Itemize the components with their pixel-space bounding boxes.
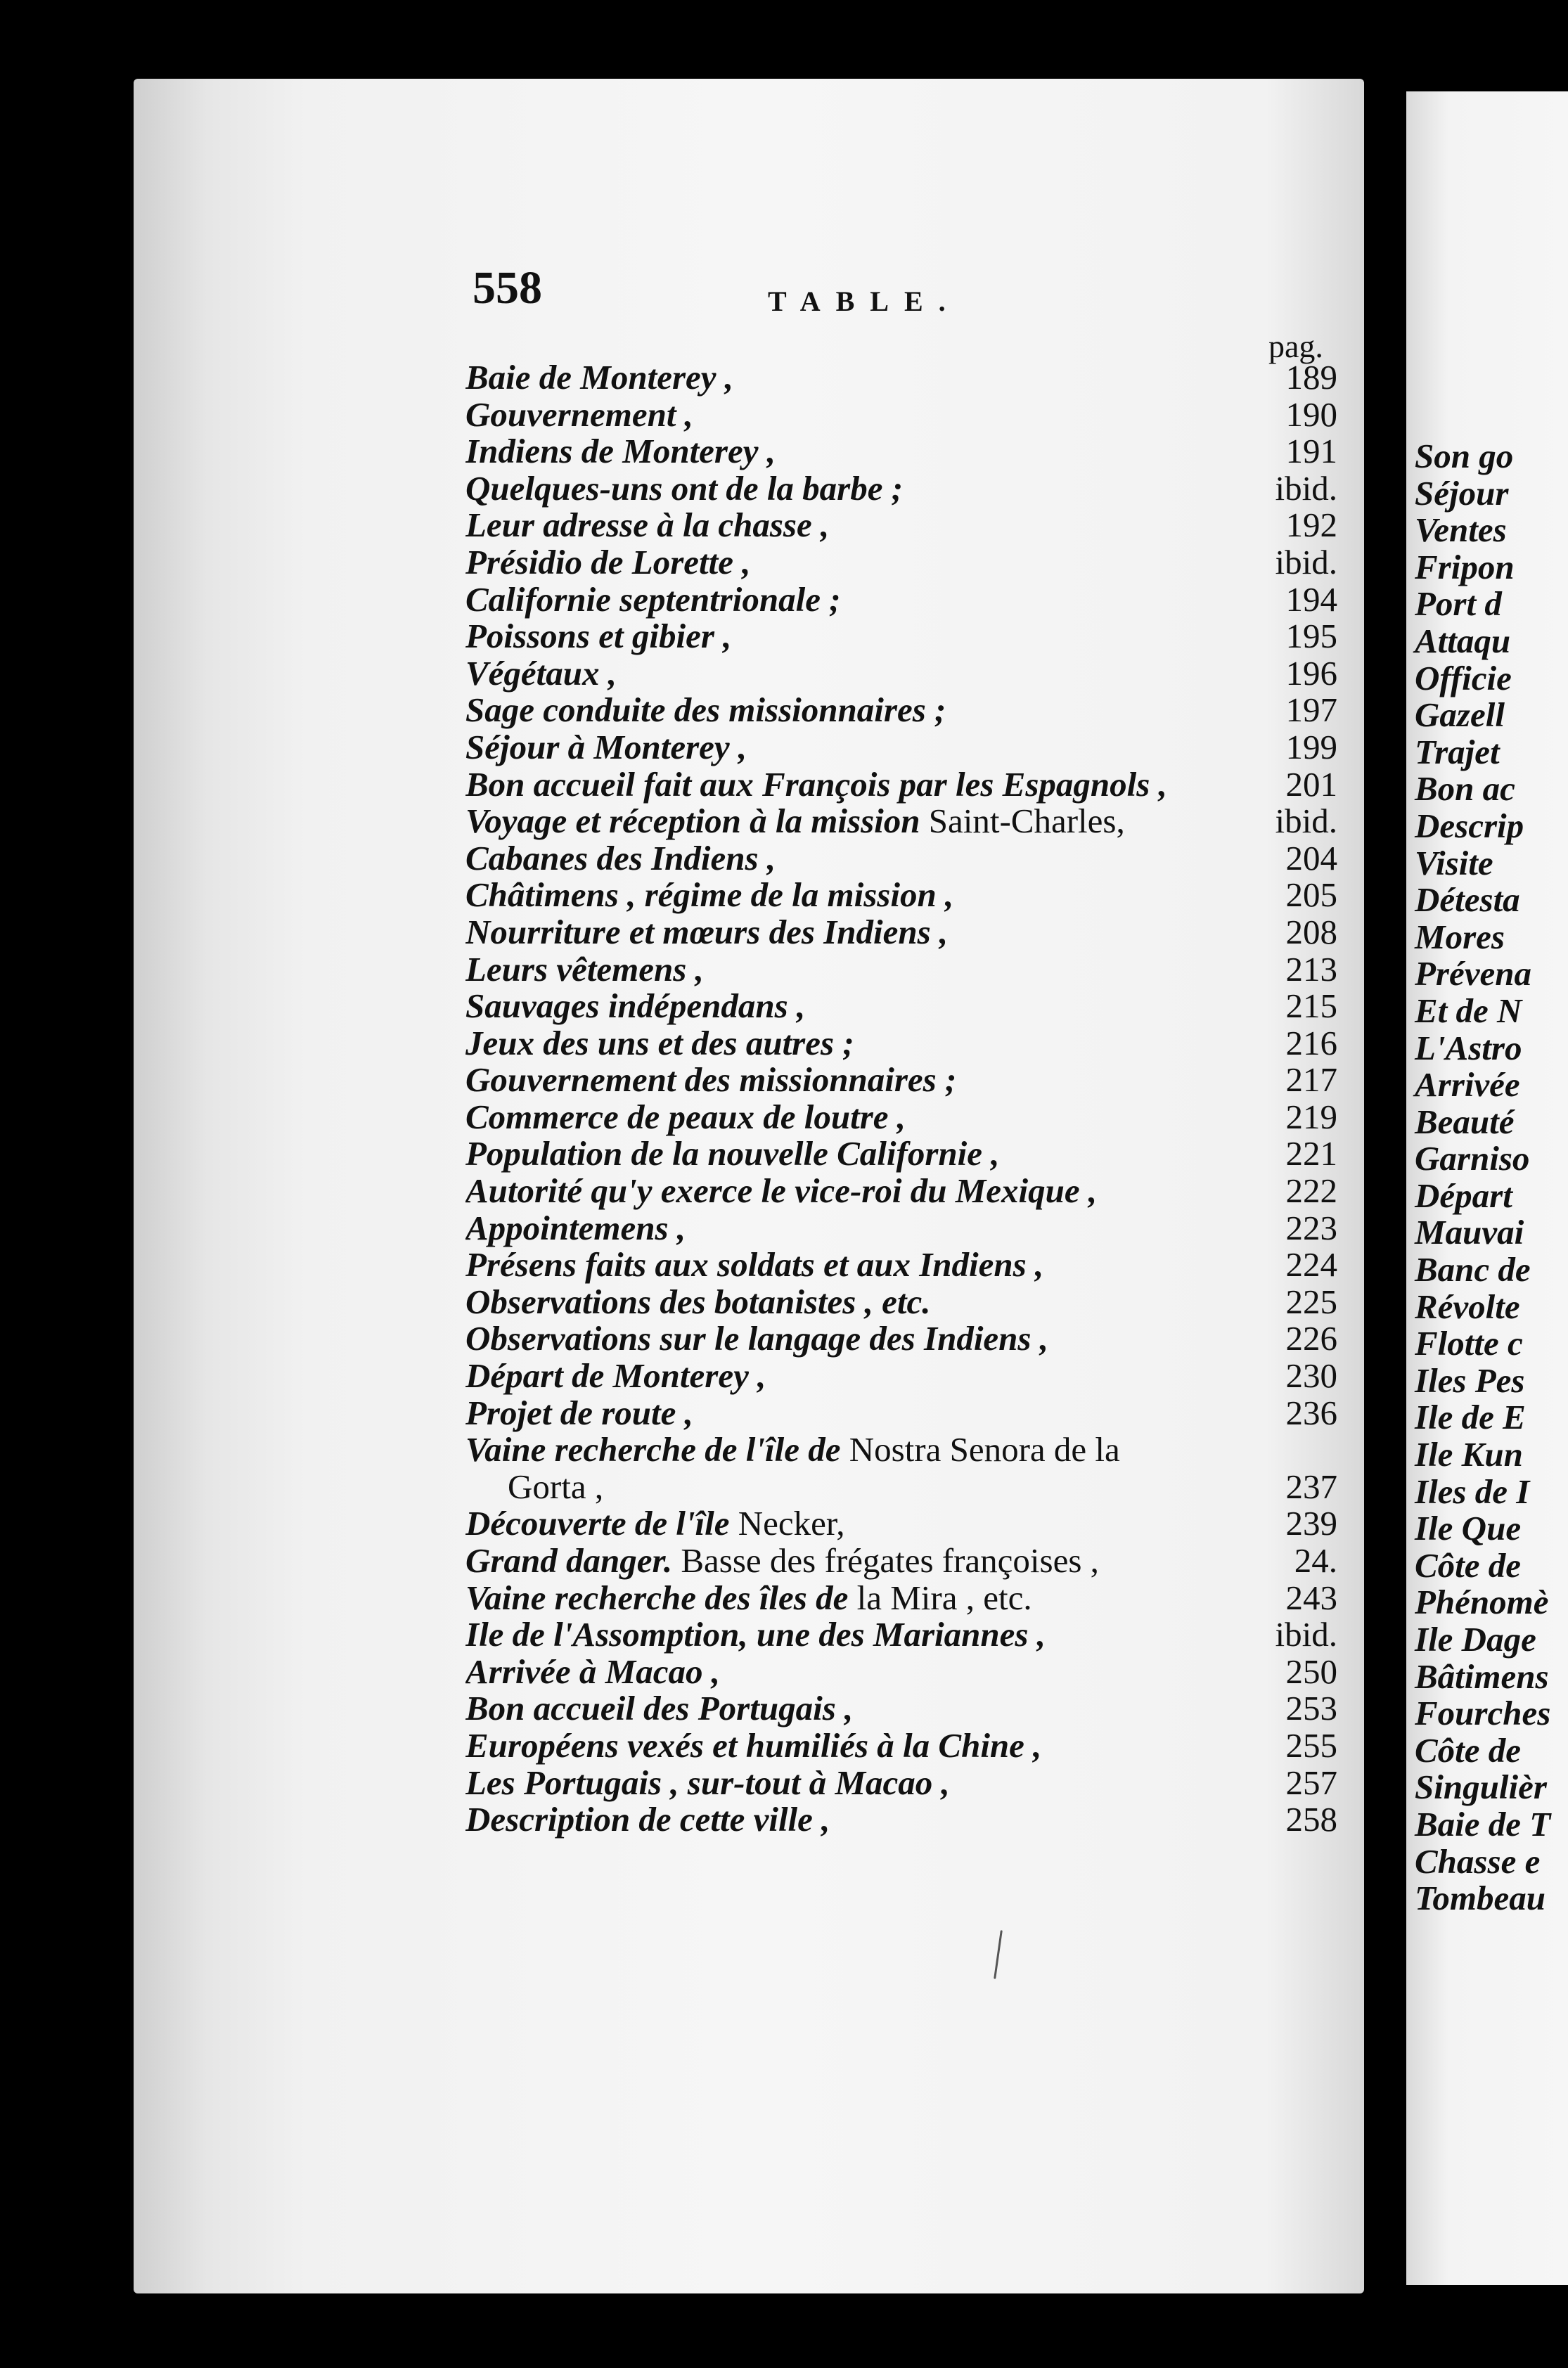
toc-entry-title-italic: Californie septentrionale ; <box>465 579 841 619</box>
toc-entry-title <box>465 1318 1274 1358</box>
toc-entry-page: 219 <box>1285 1097 1337 1136</box>
right-page-entry: Et de N <box>1415 991 1522 1030</box>
right-page-entry: Phénomè <box>1415 1583 1549 1622</box>
toc-entry-title-italic: Baie de Monterey , <box>465 358 734 397</box>
right-page-entry: Bâtimens <box>1415 1656 1549 1696</box>
toc-entry-title-italic: Les Portugais , sur-tout à Macao , <box>465 1763 950 1802</box>
toc-entry-page: 197 <box>1285 690 1337 730</box>
right-page-entry: Attaqu <box>1415 621 1511 660</box>
toc-entry-title-italic: Arrivée à Macao , <box>465 1652 720 1691</box>
right-page-entry: Baie de T <box>1415 1804 1551 1843</box>
right-page-entry: Ventes <box>1415 510 1507 550</box>
toc-entry-page: 243 <box>1285 1578 1337 1617</box>
toc-entry <box>465 764 1337 802</box>
toc-entry-title <box>465 838 1274 878</box>
toc-entry <box>465 1393 1337 1430</box>
toc-entry-title <box>465 1133 1274 1173</box>
toc-entry <box>465 1429 1337 1467</box>
toc-entry <box>465 542 1337 579</box>
toc-entry-title-italic: Leur adresse à la chasse , <box>465 506 830 545</box>
right-page-entry: Descrip <box>1415 806 1524 845</box>
toc-entry-title-italic: Présidio de Lorette , <box>465 542 751 581</box>
right-page-entry: Trajet <box>1415 732 1500 771</box>
toc-entry-title <box>465 1614 1274 1654</box>
toc-entry-page: 217 <box>1285 1060 1337 1100</box>
right-page-entry: Côte de <box>1415 1545 1522 1585</box>
toc-entry-title <box>465 542 1274 582</box>
toc-entry-title-roman: Necker, <box>729 1504 845 1543</box>
toc-entry <box>465 1763 1337 1800</box>
toc-entry-title <box>465 468 1274 508</box>
toc-entry-page: 194 <box>1285 579 1337 619</box>
toc-entry <box>465 1171 1337 1211</box>
toc-entry-page: 222 <box>1285 1171 1337 1211</box>
toc-entry-title <box>465 616 1274 656</box>
toc-entry-page: 215 <box>1285 986 1337 1026</box>
right-page-entry: Mauvai <box>1415 1213 1524 1252</box>
toc-entry <box>465 1023 1337 1060</box>
toc-entry-title-italic: Autorité qu'y exerce le vice-roi du Mexique , <box>465 1171 1098 1211</box>
toc-entry <box>465 727 1337 764</box>
toc-entry-title <box>465 1799 1274 1839</box>
toc-entry-title-roman: la Mira , etc. <box>848 1578 1032 1617</box>
toc-entry-title <box>465 505 1274 545</box>
toc-entry-title <box>465 986 1274 1026</box>
toc-entry-page: 257 <box>1285 1763 1337 1802</box>
toc-entry-title <box>465 1467 1274 1507</box>
toc-entry-title-italic: Voyage et réception à la mission <box>465 802 920 841</box>
toc-entry <box>465 616 1337 656</box>
toc-entry-title <box>465 1356 1274 1396</box>
toc-entry-title <box>465 1652 1274 1692</box>
toc-entry-page: 189 <box>1285 358 1337 397</box>
toc-entry-title-italic: Châtimens , régime de la mission , <box>465 875 954 915</box>
toc-entry-page: ibid. <box>1275 542 1337 581</box>
toc-entry <box>465 690 1337 730</box>
right-page-entry: Ile Kun <box>1415 1435 1523 1474</box>
toc-entry <box>465 801 1337 841</box>
toc-entry <box>465 838 1337 875</box>
toc-entry-title-italic: Bon accueil des Portugais , <box>465 1689 854 1728</box>
toc-entry-title-italic: Nourriture et mœurs des Indiens , <box>465 912 949 951</box>
right-page-entry: Tombeau <box>1415 1879 1546 1918</box>
toc-entry-title <box>465 875 1274 915</box>
right-page-entry: Ile Dage <box>1415 1620 1536 1659</box>
toc-entry-title <box>465 1244 1274 1285</box>
toc-entry-page: 253 <box>1285 1689 1337 1728</box>
toc-entry-page: 236 <box>1285 1393 1337 1432</box>
toc-entry <box>465 431 1337 471</box>
toc-entry-title-italic: Végétaux , <box>465 653 617 693</box>
toc-entry-title-italic: Jeux des uns et des autres ; <box>465 1023 854 1062</box>
right-page <box>1406 91 1568 2285</box>
toc-entry <box>465 1540 1337 1578</box>
toc-entry-page: 208 <box>1285 912 1337 951</box>
right-page-entry: Port d <box>1415 584 1502 624</box>
right-page-entry-list <box>1415 436 1551 1918</box>
toc-entry-title <box>465 764 1274 804</box>
toc-entry-title-italic: Observations sur le langage des Indiens , <box>465 1319 1049 1358</box>
right-page-entry: Prévena <box>1415 954 1531 993</box>
toc-entry-title <box>465 727 1274 767</box>
toc-entry-title <box>465 431 1274 471</box>
toc-entry <box>465 1503 1337 1543</box>
toc-entry-title-italic: Ile de l'Assomption, une des Mariannes , <box>465 1615 1046 1654</box>
toc-entry-title-roman: Nostra Senora de la <box>840 1430 1120 1469</box>
toc-entry-page: 230 <box>1285 1356 1337 1396</box>
toc-entry-page: 255 <box>1285 1725 1337 1765</box>
toc-entry <box>465 1133 1337 1171</box>
toc-entry-title-italic: Séjour à Monterey , <box>465 727 747 766</box>
toc-entry <box>465 986 1337 1026</box>
toc-entry-title-italic: Cabanes des Indiens , <box>465 838 776 877</box>
right-page-entry: Fourches <box>1415 1694 1551 1733</box>
toc-entry-title-italic: Gouvernement , <box>465 394 693 434</box>
right-page-entry: Garniso <box>1415 1139 1530 1178</box>
right-page-entry: Son go <box>1415 437 1514 475</box>
right-page-entry: Fripon <box>1415 547 1515 586</box>
toc-entry-page: 225 <box>1285 1282 1337 1321</box>
toc-entry-title <box>465 1688 1274 1728</box>
table-of-contents <box>465 357 1337 1839</box>
toc-entry-title-italic: Poissons et gibier , <box>465 617 732 656</box>
toc-entry <box>465 1614 1337 1652</box>
right-page-entry: Gazell <box>1415 695 1505 735</box>
toc-entry <box>465 1578 1337 1615</box>
toc-entry-title <box>465 801 1274 841</box>
toc-entry-title-italic: Quelques-uns ont de la barbe ; <box>465 468 904 508</box>
toc-entry-title-italic: Gouvernement des missionnaires ; <box>465 1060 957 1100</box>
toc-entry <box>465 1356 1337 1396</box>
toc-entry-title <box>465 1097 1274 1137</box>
toc-entry-title <box>465 394 1274 435</box>
toc-entry-title-italic: Commerce de peaux de loutre , <box>465 1097 906 1136</box>
toc-entry-title-italic: Indiens de Monterey , <box>465 432 776 471</box>
toc-entry-title <box>465 357 1274 397</box>
toc-entry <box>465 1467 1337 1504</box>
toc-entry-title <box>465 653 1274 693</box>
toc-entry-title-italic: Bon accueil fait aux François par les Espagnols , <box>465 764 1167 804</box>
toc-entry-title <box>465 1393 1274 1433</box>
toc-entry <box>465 1060 1337 1100</box>
toc-entry-title-italic: Projet de route , <box>465 1393 693 1432</box>
toc-entry-title-roman: Basse des frégates françoises , <box>672 1541 1099 1580</box>
toc-entry <box>465 394 1337 432</box>
toc-entry <box>465 1244 1337 1285</box>
running-head: TABLE. <box>768 285 961 317</box>
toc-entry-page: 213 <box>1285 949 1337 989</box>
toc-entry-page: 237 <box>1285 1467 1337 1506</box>
toc-entry-title <box>465 1208 1274 1248</box>
toc-entry-title <box>465 1429 1274 1469</box>
toc-entry <box>465 468 1337 506</box>
toc-entry-page: 199 <box>1285 727 1337 766</box>
page-column-label: pag. <box>1268 328 1323 364</box>
toc-entry-page: 226 <box>1285 1319 1337 1358</box>
toc-entry-title-italic: Sage conduite des missionnaires ; <box>465 690 946 730</box>
right-page-entry: Ile de E <box>1415 1398 1526 1437</box>
toc-entry-page: 250 <box>1285 1652 1337 1691</box>
toc-entry-title-italic: Présens faits aux soldats et aux Indiens , <box>465 1245 1044 1285</box>
toc-entry-page: 239 <box>1285 1504 1337 1543</box>
toc-entry-page: 223 <box>1285 1208 1337 1247</box>
right-page-entry: Officie <box>1415 658 1512 697</box>
toc-entry <box>465 1725 1337 1763</box>
toc-entry-page: 196 <box>1285 653 1337 693</box>
toc-entry <box>465 1208 1337 1245</box>
toc-entry-page: 201 <box>1285 764 1337 804</box>
toc-entry <box>465 1097 1337 1134</box>
toc-entry-title-italic: Découverte de l'île <box>465 1504 730 1543</box>
right-page-entry: Iles de I <box>1415 1472 1530 1511</box>
right-page-entry: Visite <box>1415 843 1493 882</box>
right-page-entry: Beauté <box>1415 1102 1515 1141</box>
toc-entry <box>465 875 1337 915</box>
toc-entry <box>465 505 1337 545</box>
toc-entry-title-roman: Gorta , <box>508 1467 604 1506</box>
toc-entry-title <box>465 1503 1274 1543</box>
right-page-entry: Séjour <box>1415 473 1509 513</box>
toc-entry-title <box>465 1282 1274 1322</box>
right-page-entry: Ile Que <box>1415 1509 1522 1548</box>
toc-entry-page: 224 <box>1285 1245 1337 1285</box>
right-page-entry: Flotte c <box>1415 1324 1523 1363</box>
toc-entry-title-italic: Observations des botanistes , etc. <box>465 1282 931 1321</box>
toc-entry-title-italic: Population de la nouvelle Californie , <box>465 1134 1000 1173</box>
toc-entry <box>465 1799 1337 1839</box>
toc-entry-title-italic: Européens vexés et humiliés à la Chine , <box>465 1725 1042 1765</box>
right-page-entry: Chasse e <box>1415 1841 1541 1881</box>
toc-entry <box>465 1688 1337 1728</box>
right-page-entry: Révolte <box>1415 1287 1520 1326</box>
toc-entry <box>465 653 1337 693</box>
right-page-entry: Mores <box>1415 917 1505 956</box>
right-page-entry: L'Astro <box>1415 1028 1522 1067</box>
toc-entry <box>465 1318 1337 1356</box>
toc-entry-page: 190 <box>1285 394 1337 434</box>
toc-entry-title-roman: Saint-Charles, <box>920 802 1125 841</box>
page-number: 558 <box>473 262 542 314</box>
toc-entry-page: 216 <box>1285 1023 1337 1062</box>
toc-entry <box>465 579 1337 617</box>
toc-entry-page: ibid. <box>1275 802 1337 841</box>
toc-entry-page: ibid. <box>1275 1615 1337 1654</box>
right-page-entry: Bon ac <box>1415 769 1515 809</box>
toc-entry-title-italic: Leurs vêtemens , <box>465 949 704 989</box>
right-page-entry: Banc de <box>1415 1250 1531 1289</box>
toc-entry-page: 204 <box>1285 838 1337 877</box>
right-page-entry: Départ <box>1415 1176 1512 1215</box>
toc-entry-title <box>465 1578 1274 1618</box>
toc-entry-title <box>465 1763 1274 1803</box>
toc-entry-title-italic: Grand danger. <box>465 1541 673 1580</box>
toc-entry-title <box>465 1725 1274 1765</box>
toc-entry-page: 221 <box>1285 1134 1337 1173</box>
toc-entry-title-italic: Appointemens , <box>465 1208 686 1247</box>
toc-entry-title-italic: Sauvages indépendans , <box>465 986 806 1026</box>
toc-entry <box>465 357 1337 397</box>
toc-entry-page: 195 <box>1285 617 1337 656</box>
right-page-entry: Iles Pes <box>1415 1360 1525 1400</box>
toc-entry-page: 24. <box>1294 1541 1337 1580</box>
toc-entry-title <box>465 690 1274 730</box>
toc-entry-title-italic: Vaine recherche des îles de <box>465 1578 849 1617</box>
right-page-entry: Côte de <box>1415 1730 1522 1770</box>
toc-entry-page: 191 <box>1285 432 1337 471</box>
toc-entry-title <box>465 912 1274 952</box>
toc-entry <box>465 1282 1337 1319</box>
toc-entry-title-italic: Départ de Monterey , <box>465 1356 766 1396</box>
toc-entry-page: 258 <box>1285 1800 1337 1839</box>
toc-entry <box>465 949 1337 989</box>
right-page-entry: Détesta <box>1415 880 1520 920</box>
toc-entry-title <box>465 1023 1274 1063</box>
toc-entry-title <box>465 949 1274 989</box>
toc-entry-title <box>465 1060 1274 1100</box>
toc-entry-title <box>465 1171 1274 1211</box>
toc-entry-title-italic: Vaine recherche de l'île de <box>465 1430 841 1469</box>
toc-entry-title <box>465 579 1274 619</box>
toc-entry-title-italic: Description de cette ville , <box>465 1800 830 1839</box>
right-page-entry: Arrivée <box>1415 1065 1520 1105</box>
right-page-entry: Singulièr <box>1415 1768 1547 1807</box>
toc-entry-title <box>465 1540 1274 1581</box>
toc-entry <box>465 1652 1337 1689</box>
toc-entry <box>465 912 1337 949</box>
toc-entry-page: ibid. <box>1275 468 1337 508</box>
toc-entry-page: 192 <box>1285 506 1337 545</box>
toc-entry-page: 205 <box>1285 875 1337 915</box>
